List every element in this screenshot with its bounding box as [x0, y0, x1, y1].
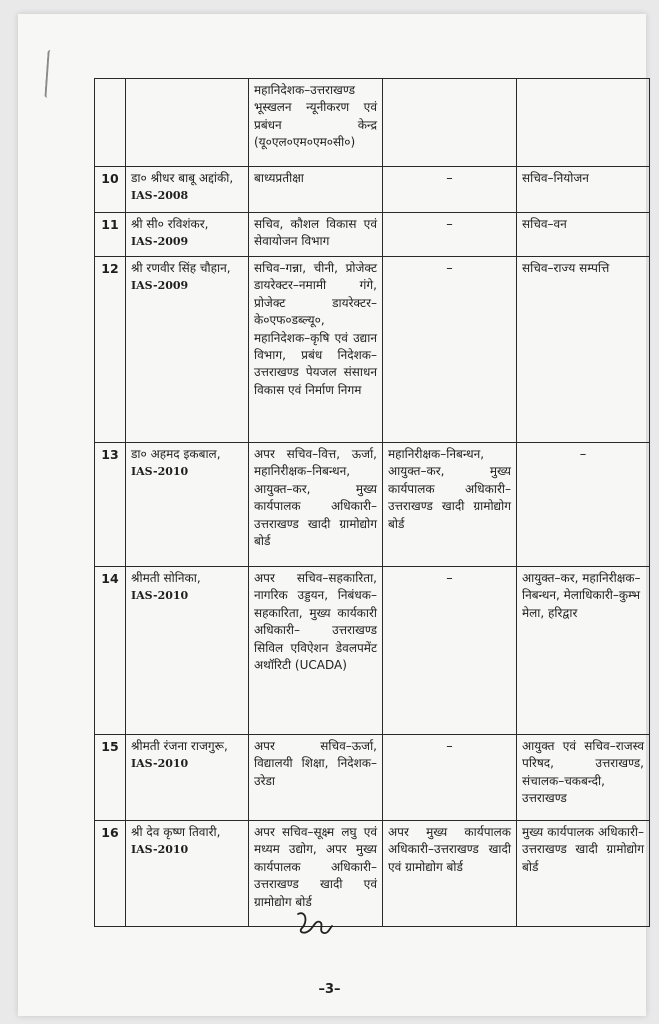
table-row — [95, 257, 650, 443]
cell-new-post: सचिव–राज्य सम्पत्ति — [517, 257, 650, 443]
officer-service: IAS-2009 — [131, 279, 189, 293]
cell-relieved-post: – — [383, 257, 517, 443]
officer-service: IAS-2009 — [131, 235, 189, 249]
cell-officer — [126, 735, 249, 821]
cell-current-post: सचिव, कौशल विकास एवं सेवायोजन विभाग — [249, 213, 383, 257]
cell-officer — [126, 257, 249, 443]
officer-name: श्री देव कृष्ण तिवारी, — [131, 825, 221, 839]
cell-serial: 15 — [95, 735, 126, 821]
cell-officer — [126, 567, 249, 735]
cell-serial: 14 — [95, 567, 126, 735]
officer-name: श्री रणवीर सिंह चौहान, — [131, 261, 231, 275]
table-row — [95, 443, 650, 567]
officer-name: डा० श्रीधर बाबू अद्दांकी, — [131, 171, 234, 185]
officer-service: IAS-2010 — [131, 589, 189, 603]
cell-current-post: अपर सचिव–सहकारिता, नागरिक उड्डयन, निबंधक–सहकारिता, मुख्य कार्यकारी अधिकारी– उत्तराखण्ड सिविल एविऐशन डेवलपमेंट अथॉरिटी (UCADA) — [249, 567, 383, 735]
table-row — [95, 213, 650, 257]
cell-current-post: बाध्यप्रतीक्षा — [249, 167, 383, 213]
officer-name: डा० अहमद इकबाल, — [131, 447, 221, 461]
cell-serial: 13 — [95, 443, 126, 567]
officer-name: श्री सी० रविशंकर, — [131, 217, 209, 231]
cell-relieved-post: – — [383, 167, 517, 213]
cell-serial: 12 — [95, 257, 126, 443]
cell-relieved-post: – — [383, 213, 517, 257]
cell-new-post: आयुक्त–कर, महानिरीक्षक–निबन्धन, मेलाधिकारी–कुम्भ मेला, हरिद्वार — [517, 567, 650, 735]
cell-new-post: आयुक्त एवं सचिव–राजस्व परिषद, उत्तराखण्ड, संचालक–चकबन्दी, उत्तराखण्ड — [517, 735, 650, 821]
officer-name: श्रीमती रंजना राजगुरू, — [131, 739, 228, 753]
cell-relieved-post: – — [383, 735, 517, 821]
page-number: –3– — [318, 982, 341, 997]
cell-new-post: मुख्य कार्यपालक अधिकारी–उत्तराखण्ड खादी ग्रामोद्योग बोर्ड — [517, 821, 650, 927]
cell-relieved-post: – — [383, 567, 517, 735]
table-row — [95, 821, 650, 927]
transfer-orders-table — [94, 78, 650, 927]
officer-service: IAS-2008 — [131, 189, 189, 203]
officer-service: IAS-2010 — [131, 757, 189, 771]
cell-officer — [126, 821, 249, 927]
cell-serial: 10 — [95, 167, 126, 213]
cell-current-post: महानिदेशक–उत्तराखण्ड भूस्खलन न्यूनीकरण एवं प्रबंधन केन्द्र (यू०एल०एम०एम०सी०) — [249, 79, 383, 167]
signature-mark — [294, 908, 334, 938]
table-row — [95, 167, 650, 213]
binder-mark — [44, 50, 55, 98]
document-page — [18, 14, 646, 1016]
cell-serial: 11 — [95, 213, 126, 257]
officer-name: श्रीमती सोनिका, — [131, 571, 201, 585]
table-row — [95, 567, 650, 735]
cell-officer — [126, 167, 249, 213]
table-row — [95, 735, 650, 821]
table-row-continued — [95, 79, 650, 167]
cell-new-post: – — [517, 443, 650, 567]
cell-new-post: सचिव–नियोजन — [517, 167, 650, 213]
cell-officer — [126, 213, 249, 257]
cell-current-post: अपर सचिव–वित्त, ऊर्जा, महानिरीक्षक–निबन्धन, आयुक्त–कर, मुख्य कार्यपालक अधिकारी–उत्तराखण्ड खादी ग्रामोद्योग बोर्ड — [249, 443, 383, 567]
cell-current-post: अपर सचिव–सूक्ष्म लघु एवं मध्यम उद्योग, अपर मुख्य कार्यपालक अधिकारी–उत्तराखण्ड खादी एवं ग्रामोद्योग बोर्ड — [249, 821, 383, 927]
cell-new-post: सचिव–वन — [517, 213, 650, 257]
cell-relieved-post: महानिरीक्षक–निबन्धन, आयुक्त–कर, मुख्य कार्यपालक अधिकारी–उत्तराखण्ड खादी ग्रामोद्योग बोर्ड — [383, 443, 517, 567]
officer-service: IAS-2010 — [131, 465, 189, 479]
cell-serial: 16 — [95, 821, 126, 927]
cell-relieved-post: अपर मुख्य कार्यपालक अधिकारी–उत्तराखण्ड खादी एवं ग्रामोद्योग बोर्ड — [383, 821, 517, 927]
cell-officer — [126, 443, 249, 567]
cell-current-post: अपर सचिव–ऊर्जा, विद्यालयी शिक्षा, निदेशक–उरेडा — [249, 735, 383, 821]
cell-current-post: सचिव–गन्ना, चीनी, प्रोजेक्ट डायरेक्टर–नमामी गंगे, प्रोजेक्ट डायरेक्टर–के०एफ०डब्ल्यू०, महानिदेशक–कृषि एवं उद्यान विभाग, प्रबंध निदेशक–उत्तराखण्ड पेयजल संसाधन विकास एवं निर्माण निगम — [249, 257, 383, 443]
officer-service: IAS-2010 — [131, 843, 189, 857]
